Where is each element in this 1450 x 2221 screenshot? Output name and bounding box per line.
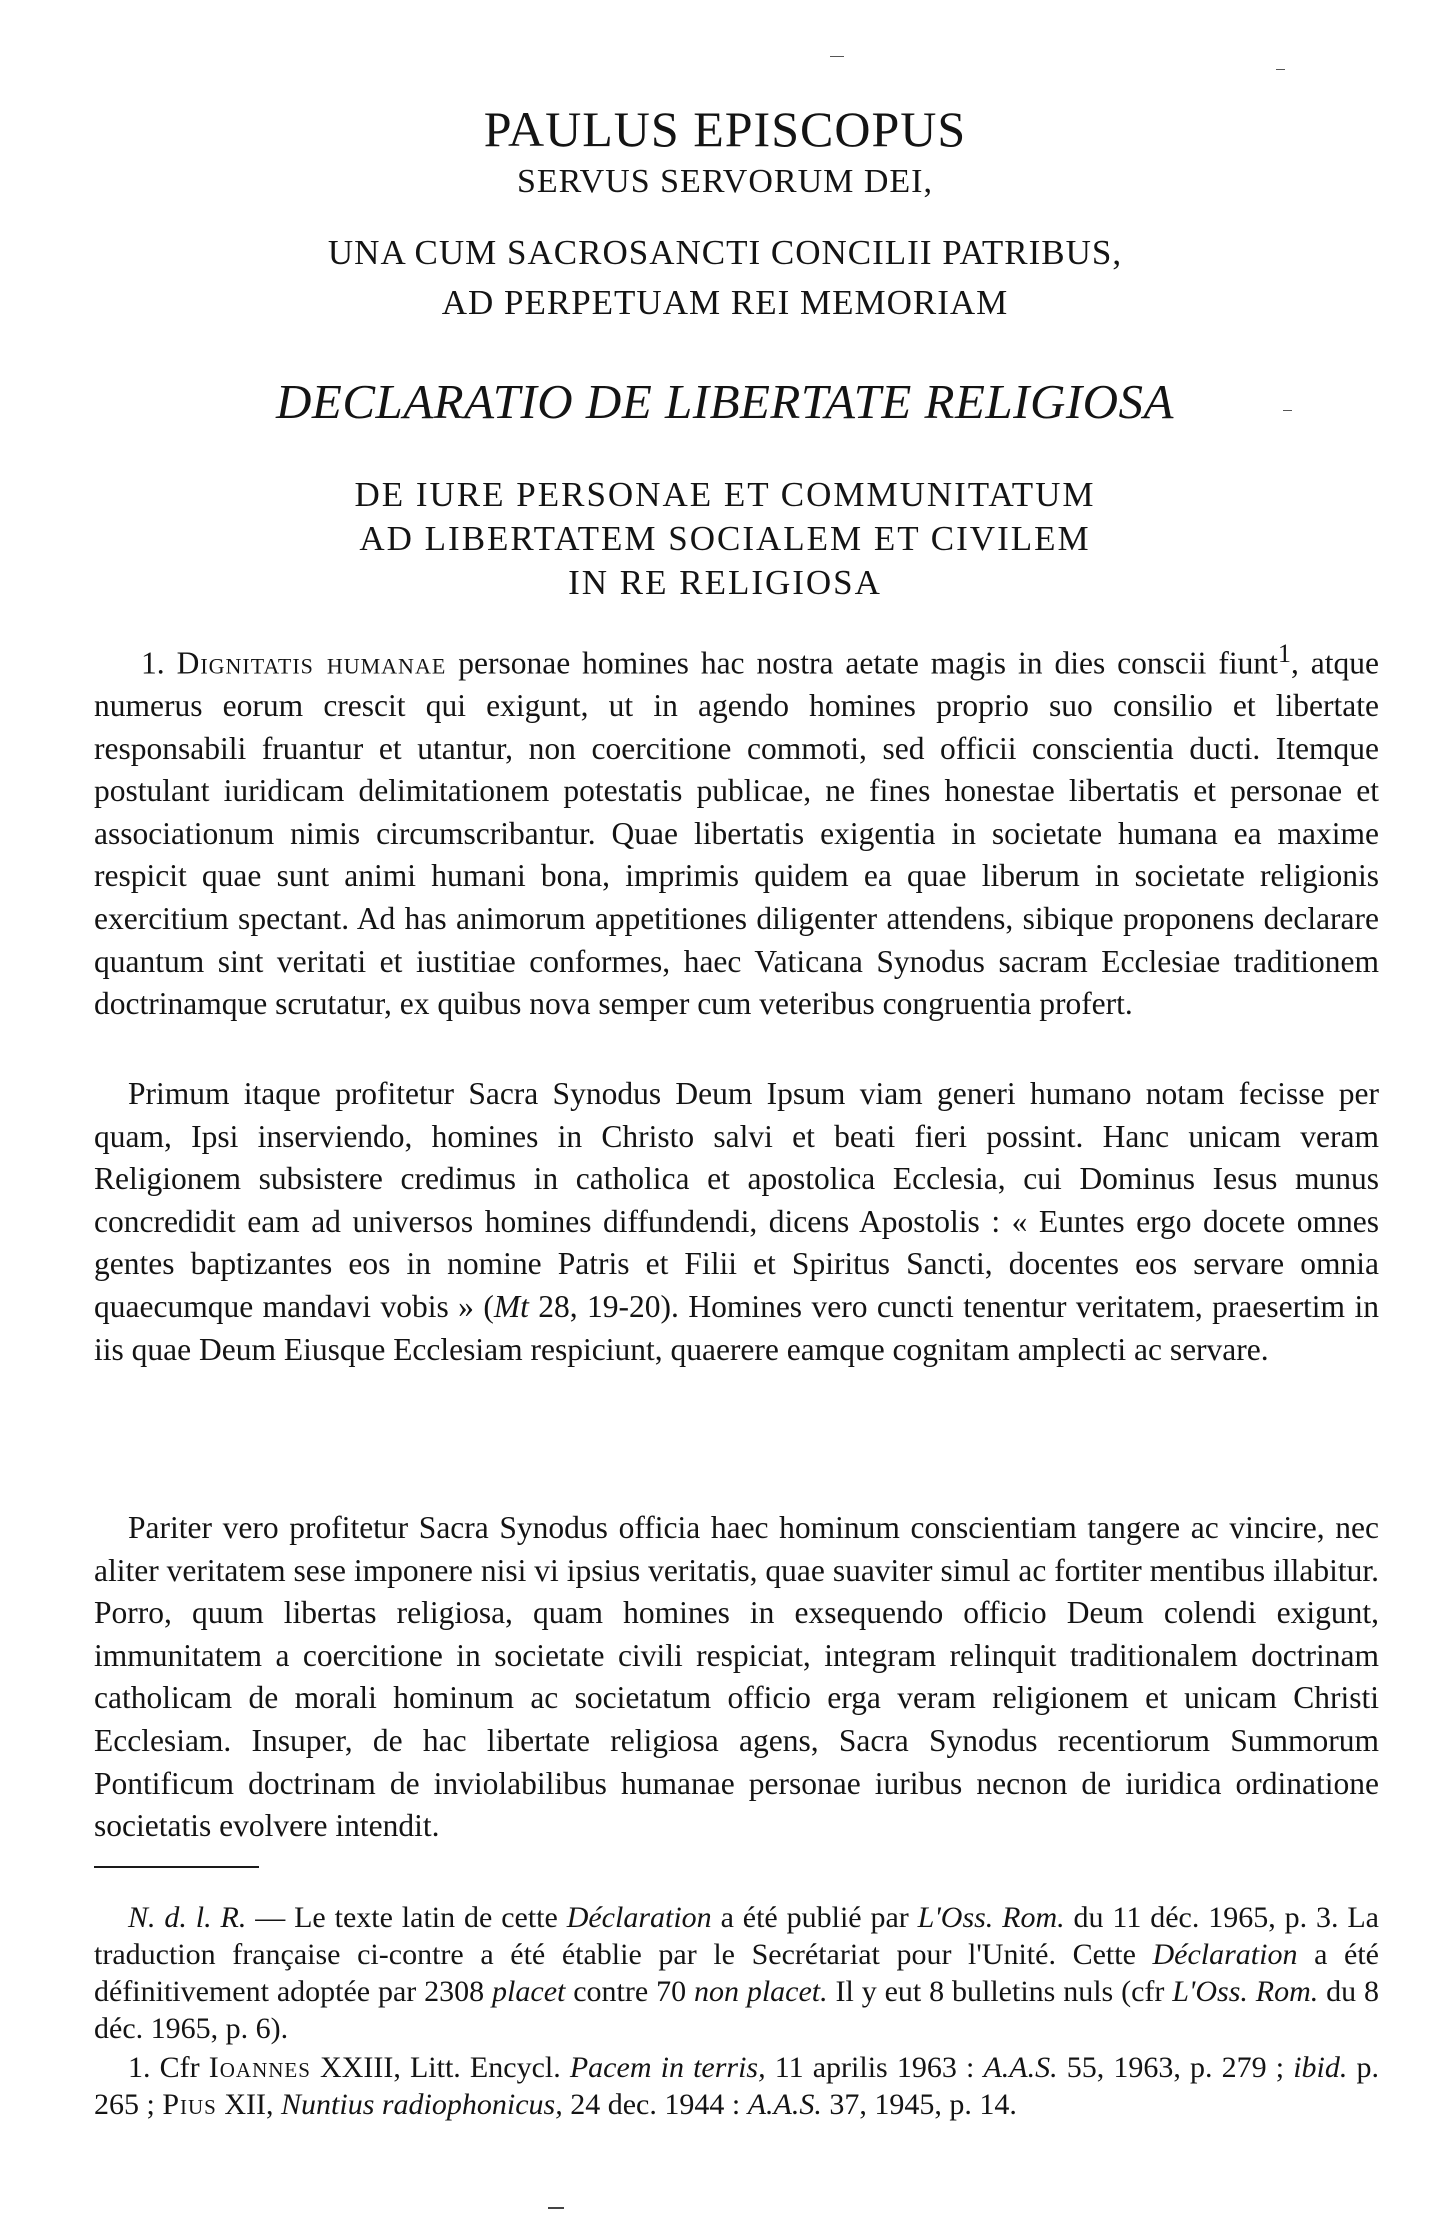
paragraph-1-text-a: personae homines hac nostra aetate magis in dies conscii fiunt (446, 645, 1278, 681)
fn-text: 37, 1945, p. 14. (821, 2088, 1017, 2121)
fn-text: du 8 déc. 1965, p. 6). (94, 1975, 1379, 2045)
scan-mark (548, 2207, 564, 2209)
fn-text: 55, 1963, p. 279 ; (1057, 2051, 1294, 2084)
fn-text: XXIII, Litt. Encycl. (310, 2051, 570, 2084)
fn-italic: Nuntius radiophonicus, (281, 2088, 563, 2121)
subtitle-line-2: AD LIBERTATEM SOCIALEM ET CIVILEM (359, 519, 1091, 558)
paragraph-2 (94, 1073, 1379, 1371)
paragraph-1 (94, 633, 1379, 1026)
fn-text: a été publié par (711, 1901, 918, 1934)
subtitle-line-3: IN RE RELIGIOSA (568, 563, 882, 602)
fn-text: 24 dec. 1944 : (562, 2088, 748, 2121)
fn-text: contre 70 (565, 1975, 694, 2008)
fn-text: 11 aprilis 1963 : (765, 2051, 984, 2084)
fn-italic: L'Oss. Rom. (917, 1901, 1065, 1934)
fn-italic: ibid. (1293, 2051, 1348, 2084)
subtitle-line-1: DE IURE PERSONAE ET COMMUNITATUM (354, 475, 1096, 514)
footnote-1 (94, 2049, 1379, 2123)
fn-italic: non placet. (693, 1975, 828, 2008)
fn-italic: L'Oss. Rom. (1172, 1975, 1319, 2008)
header-line-4: AD PERPETUAM REI MEMORIAM (441, 283, 1009, 322)
header-line-2: SERVUS SERVORUM DEI, (517, 163, 933, 200)
footnote-label: N. d. l. R. (128, 1901, 247, 1934)
opening-words: Dignitatis humanae (176, 645, 447, 681)
fn-text: XII, (216, 2088, 282, 2121)
fn-text: du 11 déc. 1965, p. 3. La traduction française ci-contre a été établie par le Secrétariat pour l'Unité. Cette (94, 1901, 1380, 1971)
paragraph-2-text-a: Primum itaque profitetur Sacra Synodus Deum Ipsum viam generi humano notam fecisse per quam, Ipsi inserviendo, homines in Christo salvi et beati fieri possint. Hanc unicam veram Religionem subsistere credimus in catholica et apostolica Ecclesia, cui Dominus Iesus munus concredidit eam ad universos homines diffundendi, dicens Apostolis : « Euntes ergo docete omnes gentes baptizantes eos in nomine Patris et Filii et Spiritus Sancti, docentes eos servare omnia quaecumque mandavi vobis » ( (94, 1076, 1379, 1324)
fn-smallcaps: Pius (162, 2088, 217, 2121)
fn-text: Il y eut 8 bulletins nuls (cfr (827, 1975, 1173, 2008)
fn-italic: Déclaration (1152, 1938, 1298, 1971)
fn-text: p. 265 ; (94, 2051, 1380, 2121)
fn-text: 1. Cfr (128, 2051, 209, 2084)
paragraph-2-text-b: 28, 19-20). Homines vero cuncti tenentur veritatem, praesertim in iis quae Deum Eiusque Ecclesiam respiciunt, quaerere eamque cognitam amplecti ac servare. (94, 1288, 1379, 1367)
fn-text: — Le texte latin de cette (246, 1901, 567, 1934)
scan-mark (1276, 69, 1285, 70)
scan-mark (830, 56, 844, 57)
fn-italic: Pacem in terris, (569, 2051, 766, 2084)
paragraph-3 (94, 1507, 1379, 1848)
paragraph-3-text: Pariter vero profitetur Sacra Synodus officia haec hominum conscientiam tangere ac vincire, nec aliter veritatem sese imponere nisi vi ipsius veritatis, quae suaviter simul ac fortiter mentibus illabitur. Porro, quum libertas religiosa, quam homines in exsequendo officio Deum colendi exigunt, immunitatem a coercitione in societate civili respiciat, integram relinquit traditionalem doctrinam catholicam de morali hominum ac societatum officio erga veram religionem et unicam Christi Ecclesiam. Insuper, de hac libertate religiosa agens, Sacra Synodus recentiorum Summorum Pontificum doctrinam de inviolabilibus humanae personae iuribus necnon de iuridica ordinatione societatis evolvere intendit. (94, 1510, 1379, 1844)
fn-italic: Déclaration (566, 1901, 712, 1934)
fn-italic: A.A.S. (983, 2051, 1058, 2084)
section-number: 1. (141, 645, 165, 681)
document-title: DECLARATIO DE LIBERTATE RELIGIOSA (276, 374, 1174, 429)
footnote-editorial (94, 1899, 1379, 2047)
fn-text: a été définitivement adoptée par 2308 (94, 1938, 1379, 2008)
scripture-ref: Mt (493, 1288, 529, 1324)
footnote-reference: 1 (1277, 639, 1291, 668)
footnote-divider (94, 1866, 259, 1868)
fn-smallcaps: Ioannes (208, 2051, 311, 2084)
paragraph-1-text-b: , atque numerus eorum crescit qui exigunt, ut in agendo homines proprio suo consilio et libertate responsabili fruantur et utantur, non coercitione commoti, sed officii conscientia ducti. Itemque postulant iuridicam delimitationem potestatis publicae, ne fines honestae libertatis et personae et associationum nimis circumscribantur. Quae libertatis exigentia in societate humana ea maxime respicit quae sunt animi humani bona, imprimis quidem ea quae liberum in societate religionis exercitium spectant. Ad has animorum appetitiones diligenter attendens, sibique proponens declarare quantum sint veritati et iustitiae conformes, haec Vaticana Synodus sacram Ecclesiae traditionem doctrinamque scrutatur, ex quibus nova semper cum veteribus congruentia profert. (94, 645, 1379, 1022)
fn-italic: A.A.S. (747, 2088, 822, 2121)
fn-italic: placet (492, 1975, 566, 2008)
header-line-1: PAULUS EPISCOPUS (483, 101, 967, 157)
header-line-3: UNA CUM SACROSANCTI CONCILII PATRIBUS, (327, 233, 1123, 272)
